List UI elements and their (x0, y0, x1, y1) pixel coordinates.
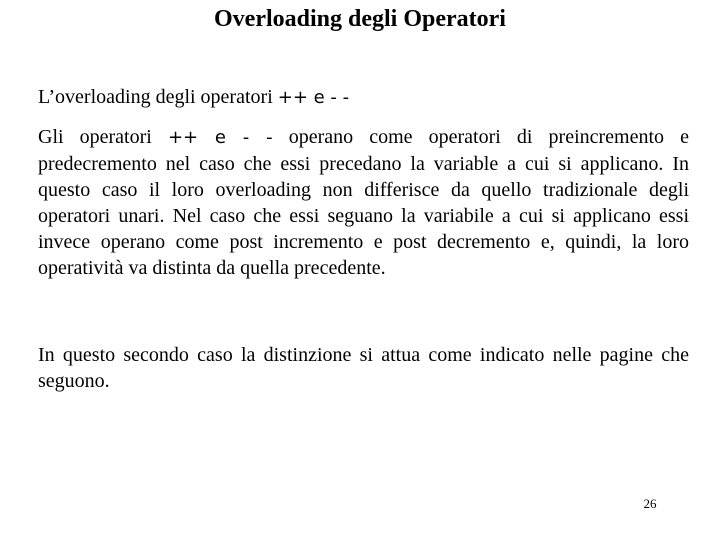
paragraph-1-intro: Gli operatori (38, 126, 168, 148)
body-paragraph-1 (38, 124, 689, 281)
subtitle-operators: ++ e - - (277, 87, 350, 108)
body-paragraph-2: In questo secondo caso la distinzione si attua come indicato nelle pagine che seguono. (38, 344, 689, 392)
slide-title: Overloading degli Operatori (214, 6, 506, 32)
page-number: 26 (643, 496, 657, 511)
paragraph-1-operators: ++ e - - (167, 127, 273, 148)
paragraph-1-text: operano come operatori di preincremento e predecremento nel caso che essi precedano la variable a cui si applicano. In questo caso il loro overloading non differisce da quello tradizionale degli operatori unari. Nel caso che essi seguano la variabile a cui si applicano essi invece operano come post incremento e post decremento e, quindi, la loro operatività va distinta da quella precedente. (38, 126, 689, 279)
slide-subtitle (38, 84, 349, 111)
subtitle-text: L’overloading degli operatori (38, 86, 278, 108)
